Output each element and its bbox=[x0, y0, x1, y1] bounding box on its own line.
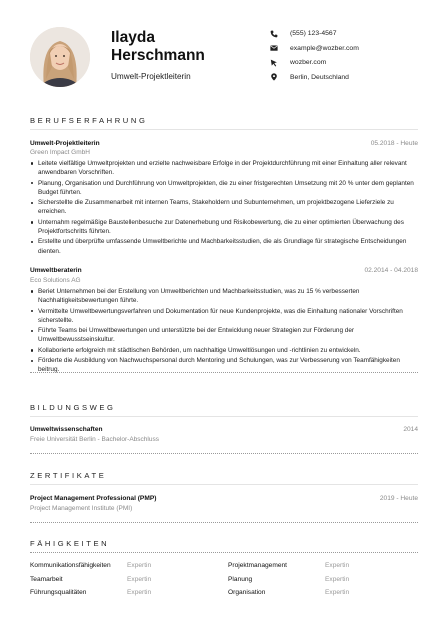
profile-photo-illustration bbox=[30, 27, 90, 87]
contact-email[interactable] bbox=[268, 42, 438, 55]
experience-end-divider bbox=[30, 372, 418, 373]
profile-photo bbox=[30, 27, 90, 87]
job-2-date: 02.2014 - 04.2018 bbox=[364, 267, 418, 274]
contact-phone-text: (555) 123-4567 bbox=[290, 30, 337, 37]
envelope-icon bbox=[268, 43, 280, 53]
education-1-degree: Umweltwissenschaften bbox=[30, 426, 103, 433]
skills-divider bbox=[30, 552, 418, 553]
location-pin-icon bbox=[268, 72, 280, 82]
skill-level: Expertin bbox=[325, 575, 350, 583]
list-item: Führte Teams bei Umweltbewertungen und unterstützte bei der Entwicklung neuer Strategien zur Förderung der Umweltbewusstseinskultur. bbox=[30, 326, 418, 344]
job-1-role: Umwelt-Projektleiterin bbox=[30, 140, 100, 147]
resume-header bbox=[30, 27, 430, 93]
skill-name: Projektmanagement bbox=[228, 562, 288, 569]
skill-level: Expertin bbox=[325, 562, 350, 569]
education-heading: BILDUNGSWEG bbox=[30, 403, 116, 412]
certificate-1-issuer: Project Management Institute (PMI) bbox=[30, 505, 133, 512]
skill-level: Expertin bbox=[127, 575, 152, 583]
list-item: Leitete vielfältige Umweltprojekten und erzielte nachweisbare Erfolge in der Projektdurchführung mit einer Einhaltung aller relevant anwendbaren Vorschriften. bbox=[30, 159, 418, 177]
list-item: Erstellte und überprüfte umfassende Umweltberichte und Machbarkeitsstudien, die als Grundlage für strategische Entscheidungen dienten. bbox=[30, 237, 418, 255]
skill-row bbox=[30, 562, 418, 576]
skill-level: Expertin bbox=[127, 562, 152, 569]
certificate-1-name: Project Management Professional (PMP) bbox=[30, 495, 157, 502]
job-1-bullets bbox=[30, 159, 418, 257]
education-end-divider bbox=[30, 453, 418, 454]
skill-name: Kommunikationsfähigkeiten bbox=[30, 562, 111, 569]
first-name: Ilayda bbox=[111, 29, 155, 46]
skill-name: Führungsqualitäten bbox=[30, 589, 87, 596]
contact-list bbox=[268, 27, 438, 85]
skills-grid bbox=[30, 562, 418, 603]
list-item: Unternahm regelmäßige Baustellenbesuche zur Datenerhebung und Risikobewertung, die zu einer optimierten Überwachung des Projektfortschritts führten. bbox=[30, 218, 418, 236]
experience-heading: BERUFSERFAHRUNG bbox=[30, 116, 148, 125]
skill-level: Expertin bbox=[325, 589, 350, 596]
skill-level: Expertin bbox=[127, 589, 152, 596]
skill-row bbox=[30, 589, 418, 603]
list-item: Sicherstellte die Zusammenarbeit mit internen Teams, Stakeholdern und Subunternehmen, um projektbezogene Lieferziele zu erreichen. bbox=[30, 198, 418, 216]
education-1-school: Freie Universität Berlin - Bachelor-Abschluss bbox=[30, 436, 159, 443]
certificates-heading: ZERTIFIKATE bbox=[30, 471, 107, 480]
job-title: Umwelt-Projektleiterin bbox=[111, 72, 191, 81]
certificate-1-date: 2019 - Heute bbox=[379, 495, 418, 502]
job-2-role: Umweltberaterin bbox=[30, 267, 82, 274]
list-item: Planung, Organisation und Durchführung von Umweltprojekten, die zu einer fristgerechten Umsetzung mit 20 % unter dem geplanten Budget führten. bbox=[30, 179, 418, 197]
job-1-date: 05.2018 - Heute bbox=[370, 140, 418, 147]
list-item: Beriet Unternehmen bei der Erstellung von Umweltberichten und Machbarkeitsstudien, was zu 15 % verbesserten Nachhaltigkeitsbewertungen führte. bbox=[30, 287, 418, 305]
contact-location-text: Berlin, Deutschland bbox=[290, 73, 349, 81]
skill-name: Teamarbeit bbox=[30, 575, 63, 583]
list-item: Vermittelte Umweltbewertungsverfahren und Dokumentation für neue Kundenprojekte, was die Einhaltung nationaler Vorschriften sicherstellte. bbox=[30, 307, 418, 325]
skill-name: Planung bbox=[228, 575, 253, 583]
job-1-org: Green Impact GmbH bbox=[30, 149, 90, 156]
contact-email-text[interactable]: example@wozber.com bbox=[290, 44, 359, 52]
contact-phone bbox=[268, 27, 438, 40]
education-divider bbox=[30, 416, 418, 417]
job-2-org: Eco Solutions AG bbox=[30, 277, 81, 284]
link-icon bbox=[268, 58, 280, 68]
certificates-end-divider bbox=[30, 522, 418, 523]
education-1-date: 2014 bbox=[403, 426, 418, 433]
list-item: Kollaborierte erfolgreich mit städtischen Behörden, um nachhaltige Umweltlösungen und -richtlinien zu entwickeln. bbox=[30, 346, 418, 355]
job-2-header bbox=[30, 267, 418, 278]
job-2-bullets bbox=[30, 287, 418, 376]
skills-heading: FÄHIGKEITEN bbox=[30, 539, 110, 548]
name-block bbox=[111, 29, 261, 81]
list-item: Förderte die Ausbildung von Nachwuchspersonal durch Mentoring und Schulungen, was zur Verbesserung von Teamfähigkeiten beitrug. bbox=[30, 356, 418, 374]
last-name: Herschmann bbox=[111, 47, 205, 64]
phone-icon bbox=[268, 29, 280, 39]
contact-location bbox=[268, 71, 438, 84]
skill-row bbox=[30, 576, 418, 590]
contact-website-text[interactable]: wozber.com bbox=[290, 59, 327, 66]
experience-divider bbox=[30, 129, 418, 130]
certificates-divider bbox=[30, 484, 418, 485]
contact-website[interactable] bbox=[268, 56, 438, 69]
skill-name: Organisation bbox=[228, 589, 266, 596]
